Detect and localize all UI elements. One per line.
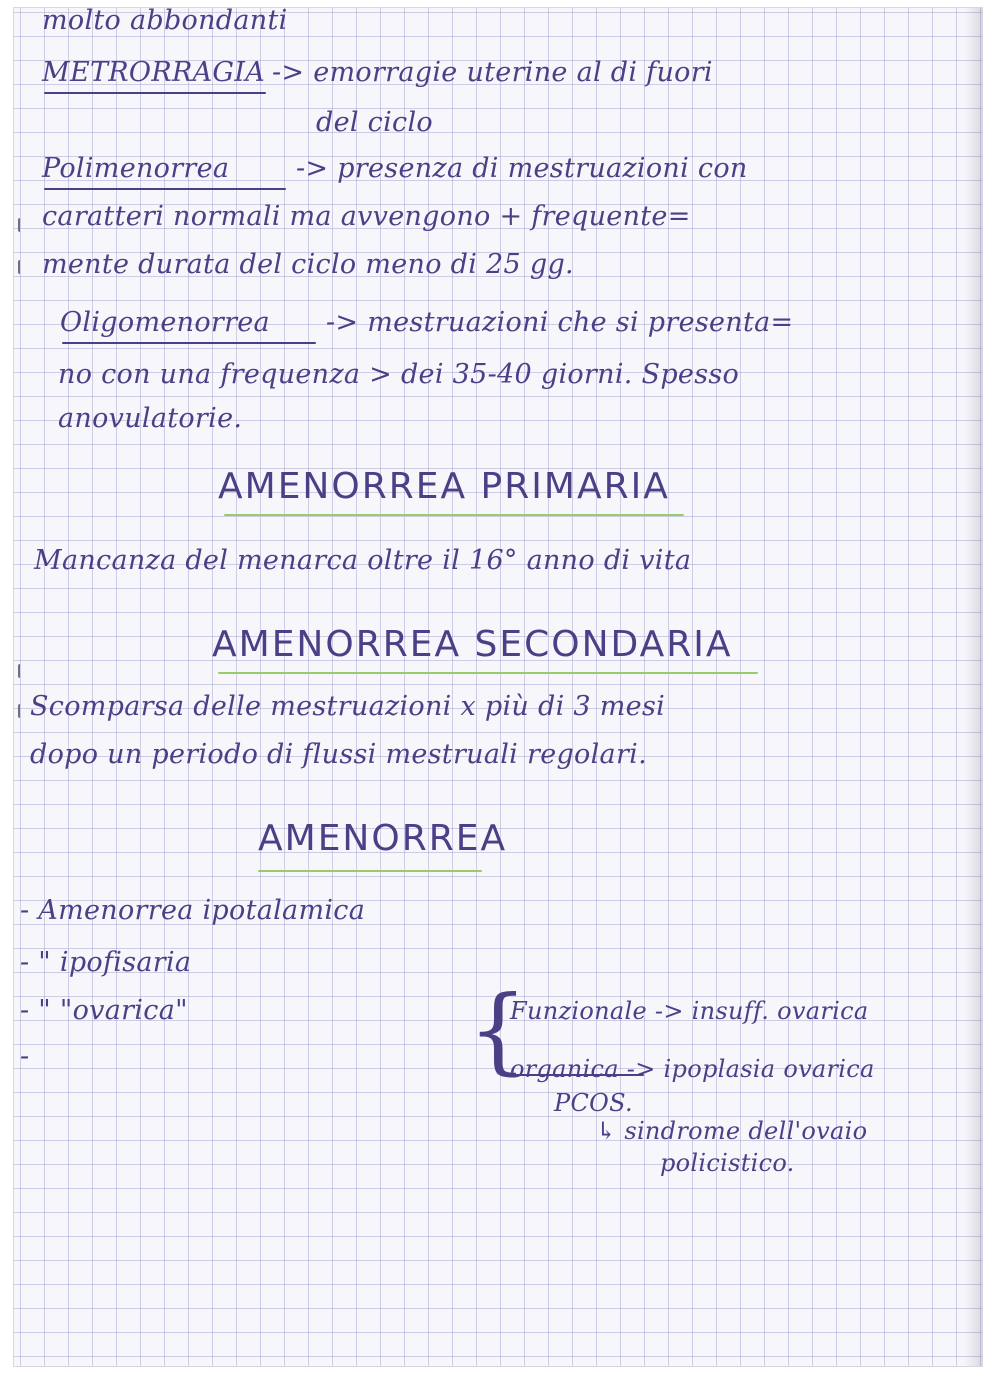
heading-amenorrea: AMENORREA <box>258 818 508 859</box>
definition-line: dopo un periodo di flussi mestruali regolari. <box>30 739 647 770</box>
curly-brace: { <box>468 976 528 1085</box>
underline <box>62 342 316 344</box>
ovarica-branch: organica -> ipoplasia ovarica <box>510 1055 875 1083</box>
list-item: - Amenorrea ipotalamica <box>20 895 366 926</box>
ovarica-branch: Funzionale -> insuff. ovarica <box>510 997 869 1025</box>
heading-underline <box>258 870 482 872</box>
underline <box>44 92 266 94</box>
heading-underline <box>218 672 758 674</box>
text-line: molto abbondanti <box>42 5 288 36</box>
page-edge-shadow <box>964 8 982 1366</box>
pcos-definition: ↳ sindrome dell'ovaio <box>596 1117 868 1145</box>
heading-amenorrea-primaria: AMENORREA PRIMARIA <box>218 466 670 507</box>
binder-ring-mark <box>18 704 25 718</box>
definition-line: anovulatorie. <box>58 403 243 434</box>
term-metrorragia: METRORRAGIA <box>42 57 266 88</box>
underline <box>44 188 286 190</box>
definition-line: mente durata del ciclo meno di 25 gg. <box>42 249 574 280</box>
definition-line: Mancanza del menarca oltre il 16° anno di vita <box>34 545 692 576</box>
definition-line: -> presenza di mestruazioni con <box>296 153 748 184</box>
term-oligomenorrea: Oligomenorrea <box>60 307 270 338</box>
list-item: - " "ovarica" <box>20 995 188 1026</box>
list-item: - " ipofisaria <box>20 947 192 978</box>
definition-line: del ciclo <box>316 107 433 138</box>
definition-line: no con una frequenza > dei 35-40 giorni. Spesso <box>58 359 740 390</box>
definition-line: caratteri normali ma avvengono + frequente= <box>42 201 691 232</box>
heading-underline <box>224 514 684 516</box>
binder-ring-mark <box>18 218 25 232</box>
list-item: - <box>20 1041 30 1072</box>
definition-line: Scomparsa delle mestruazioni x più di 3 mesi <box>30 691 666 722</box>
term-polimenorrea: Polimenorrea <box>42 153 230 184</box>
definition-line: -> mestruazioni che si presenta= <box>326 307 794 338</box>
underline <box>512 1074 644 1076</box>
definition-line: -> emorragie uterine al di fuori <box>272 57 713 88</box>
pcos-definition: policistico. <box>660 1149 795 1177</box>
binder-ring-mark <box>18 260 25 274</box>
pcos-label: PCOS. <box>554 1089 633 1117</box>
binder-ring-mark <box>18 664 25 678</box>
heading-amenorrea-secondaria: AMENORREA SECONDARIA <box>212 624 733 665</box>
